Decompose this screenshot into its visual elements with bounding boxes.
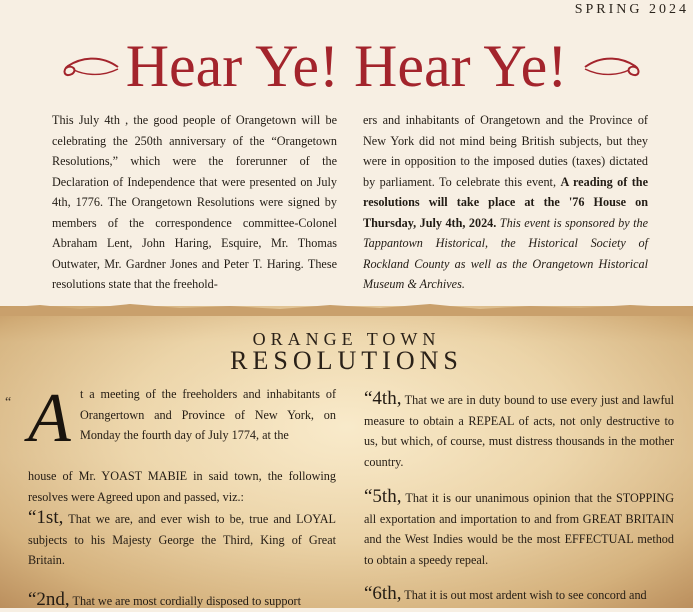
resolution-text: That we are, and ever wish to be, true and LOYAL subjects to his Majesty George the Third, King of Great Britain. — [28, 512, 337, 567]
resolution-number: “2nd, — [28, 589, 70, 610]
resolution-6th — [364, 584, 674, 606]
torn-paper-edge — [0, 300, 693, 316]
resolution-5th — [364, 487, 674, 570]
sponsor-note: This event is sponsored by the Tappantown Historical, the Historical Society of Rockland County as well as the Orangetown Historical Museum & Archives. — [363, 215, 648, 291]
headline: Hear Ye! Hear Ye! — [125, 33, 568, 99]
resolution-text: That we are in duty bound to use every just and lawful measure to obtain a REPEAL of acts, not only destructive to us, but which, of course, must distress thousands in the mother country. — [364, 393, 675, 469]
reading-announcement: A reading of the resolutions will take place at the '76 House on Thursday, July 4th, 2024. — [363, 174, 648, 230]
resolutions-intro: t a meeting of the freeholders and inhabitants of Orangertown and Province of New York, on Monday the fourth day of July 1774, at the — [80, 387, 336, 442]
right-flourish-ornament — [583, 52, 643, 82]
drop-cap-letter: A — [28, 380, 71, 457]
resolution-4th — [364, 389, 674, 472]
resolution-number: “5th, — [364, 486, 402, 507]
resolutions-title: RESOLUTIONS — [230, 346, 463, 375]
season-label: SPRING 2024 — [574, 2, 689, 17]
article-right-column — [363, 110, 648, 295]
resolution-1st — [28, 508, 336, 571]
article-left-column: This July 4th , the good people of Orangetown will be celebrating the 250th anniversary of the “Orangetown Resolutions,” which were the forerunner of the Declaration of Independence that were presented on July 4th, 1776. The Orangetown Resolutions were signed by members of the correspondence committee-Colonel Abraham Lent, John Haring, Esquire, Mr. Thomas Outwater, Mr. Gardner Jones and Peter T. Haring. These resolutions state that the freehold- — [52, 113, 337, 291]
resolution-text: That we are most cordially disposed to support — [72, 594, 301, 608]
resolutions-intro-continued: house of Mr. YOAST MABIE in said town, the following resolves were Agreed upon and passed, viz.: — [28, 469, 336, 504]
resolution-number: “6th, — [364, 583, 402, 604]
resolution-number: “4th, — [364, 388, 402, 409]
resolution-2nd — [28, 590, 336, 612]
article-right-text: ers and inhabitants of Orangetown and the Province of New York did not mind being British subjects, but they were in opposition to the imposed duties (taxes) dictated by parliament. To celebrate this event, — [363, 113, 648, 189]
resolution-number: “1st, — [28, 507, 64, 528]
resolution-text: That it is our unanimous opinion that the STOPPING all exportation and importation to and from GREAT BRITAIN and the West Indies would be the most EFFECTUAL method to obtain a speedy repeal. — [364, 491, 674, 567]
resolution-text: That it is out most ardent wish to see concord and — [404, 588, 647, 602]
open-quote-mark: “ — [5, 395, 12, 410]
resolutions-kicker: ORANGE TOWN — [252, 329, 441, 349]
